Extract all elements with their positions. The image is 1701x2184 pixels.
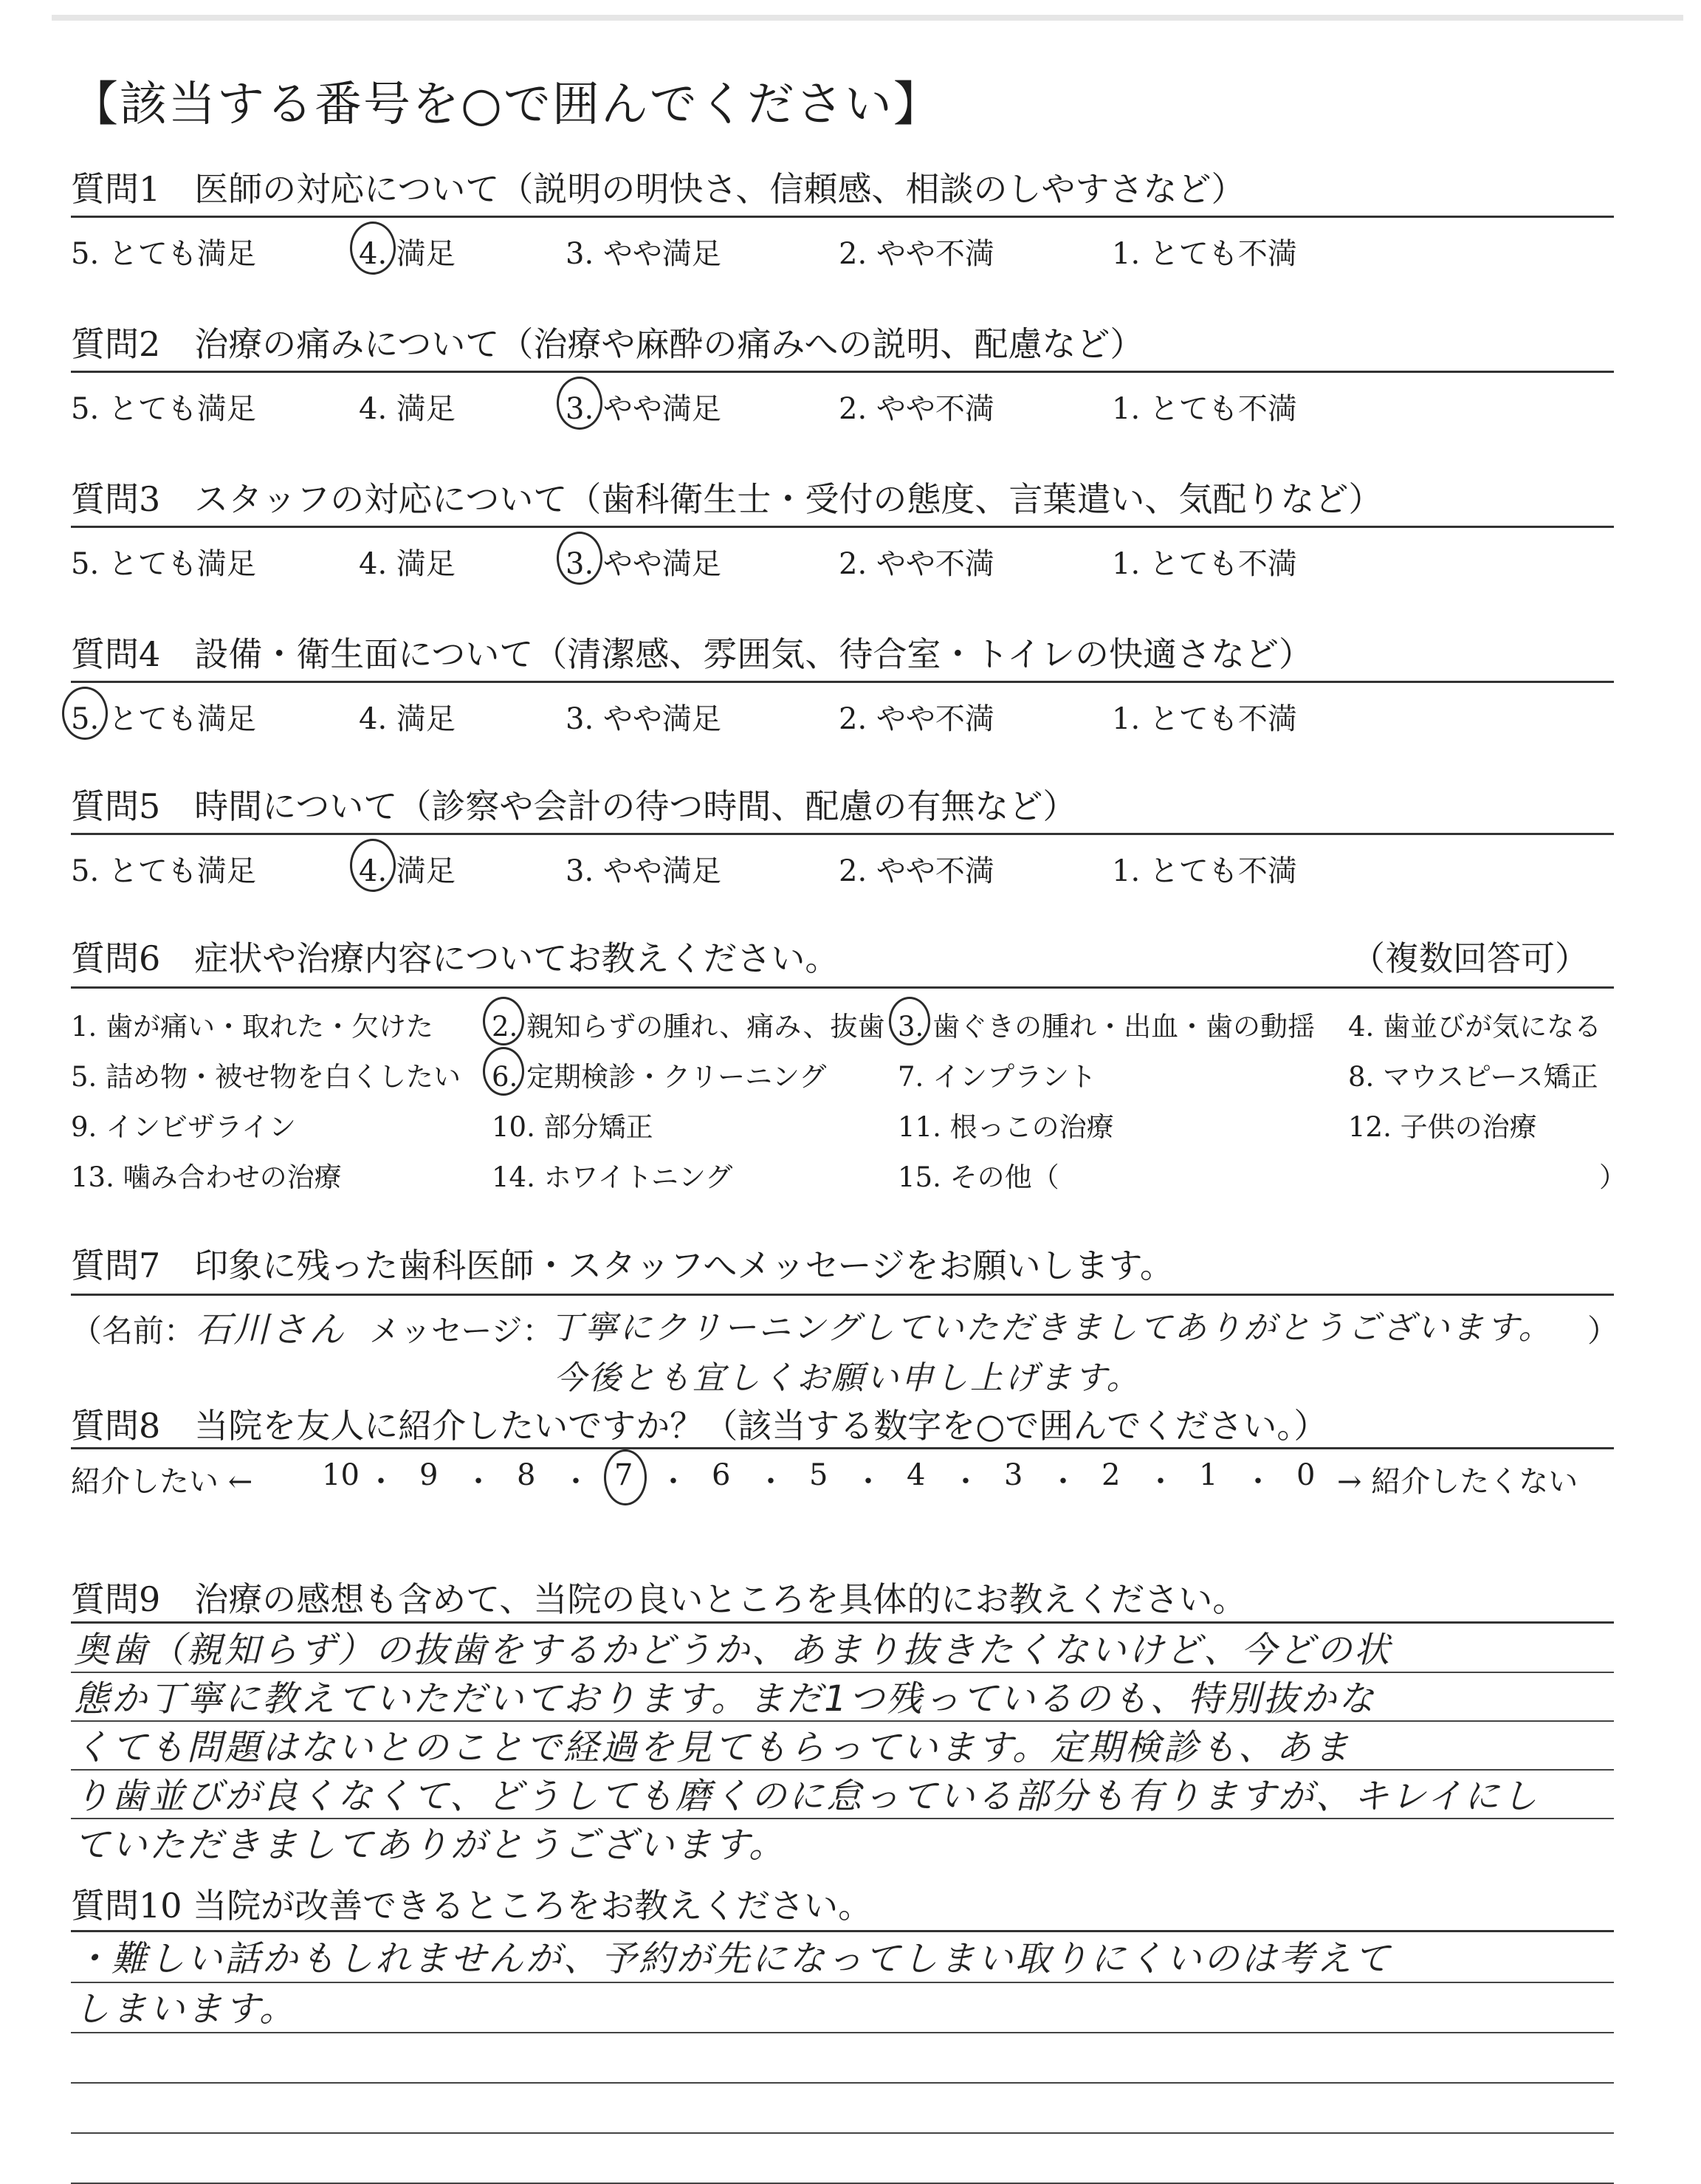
q1-title: 質問1 医師の対応について（説明の明快さ、信頼感、相談のしやすさなど） <box>71 169 1245 209</box>
q9-handwritten-line-3: くても問題はないとのことで経過を見てもらっています。定期検診も、あま <box>74 1727 1352 1768</box>
q8-rule <box>71 1447 1614 1449</box>
q9-handwritten-line-2: 態か丁寧に教えていただいております。まだ1つ残っているのも、特別抜かな <box>74 1678 1376 1720</box>
q2-option-5[interactable] <box>71 385 256 427</box>
q2-option-4[interactable] <box>359 385 456 427</box>
q6-option-3[interactable] <box>898 1004 1315 1044</box>
ruled-line <box>71 2032 1614 2033</box>
q4-rule <box>71 681 1614 683</box>
q8-separator: ・ <box>1146 1465 1175 1499</box>
option-label: 3. やや満足 <box>566 854 721 888</box>
option-label: 2. 親知らずの腫れ、痛み、抜歯 <box>492 1011 885 1043</box>
option-label: 10. 部分矯正 <box>492 1111 653 1143</box>
option-label: 4. 歯並びが気になる <box>1348 1011 1602 1043</box>
q5-title: 質問5 時間について（診察や会計の待つ時間、配慮の有無など） <box>71 786 1077 826</box>
q8-title: 質問8 当院を友人に紹介したいですか？（該当する数字を○で囲んでください。） <box>71 1406 1328 1446</box>
q7-close-paren: ） <box>1587 1313 1619 1349</box>
q9-rule <box>71 1621 1614 1624</box>
q6-option-13[interactable] <box>71 1155 342 1195</box>
q8-number-2[interactable]: 2 <box>1102 1458 1121 1492</box>
q3-options <box>71 540 1614 585</box>
q8-separator: ・ <box>853 1465 883 1499</box>
q5-rule <box>71 833 1614 835</box>
option-label: 5. とても満足 <box>71 547 256 581</box>
q3-option-3[interactable] <box>566 540 721 583</box>
q7-name-label: （名前： <box>71 1313 196 1349</box>
q3-option-1[interactable] <box>1112 540 1297 583</box>
option-label: 2. やや不満 <box>839 702 994 736</box>
q5-option-2[interactable] <box>839 848 994 890</box>
option-label: 5. 詰め物・被せ物を白くしたい <box>71 1061 461 1093</box>
ruled-line <box>71 2082 1614 2084</box>
option-label: 1. とても不満 <box>1112 547 1297 581</box>
q8-number-0[interactable]: 0 <box>1296 1458 1316 1492</box>
q4-title: 質問4 設備・衛生面について（清潔感、雰囲気、待合室・トイレの快適さなど） <box>71 634 1313 674</box>
q2-option-2[interactable] <box>839 385 994 427</box>
q6-option-6[interactable] <box>492 1054 826 1094</box>
option-label: 3. 歯ぐきの腫れ・出血・歯の動揺 <box>898 1011 1316 1043</box>
q1-rule <box>71 216 1614 218</box>
option-label: 13. 噛み合わせの治療 <box>71 1161 342 1193</box>
option-label: 15. その他（ <box>898 1161 1059 1193</box>
option-label: 1. とても不満 <box>1112 392 1297 426</box>
q6-option-9[interactable] <box>71 1105 296 1144</box>
option-label: 11. 根っこの治療 <box>898 1111 1114 1143</box>
q1-option-1[interactable] <box>1112 230 1297 272</box>
q8-separator: ・ <box>561 1465 591 1499</box>
option-label: 5. とても満足 <box>71 237 256 271</box>
q8-separator: ・ <box>951 1465 980 1499</box>
q8-number-7[interactable]: 7 <box>614 1458 633 1492</box>
q10-title: 質問10 当院が改善できるところをお教えください。 <box>71 1886 873 1926</box>
option-label: 4. 満足 <box>359 392 456 426</box>
q7-title: 質問7 印象に残った歯科医師・スタッフへメッセージをお願いします。 <box>71 1246 1174 1285</box>
option-label: 5. とても満足 <box>71 702 256 736</box>
q7-message-handwritten-1: 丁寧にクリーニングしていただきましてありがとうございます。 <box>550 1309 1553 1347</box>
q2-rule <box>71 371 1614 373</box>
option-label: 3. やや満足 <box>566 237 721 271</box>
q8-number-8[interactable]: 8 <box>517 1458 536 1492</box>
q6-option-7[interactable] <box>898 1054 1096 1094</box>
q4-option-1[interactable] <box>1112 696 1297 738</box>
ruled-line <box>71 2132 1614 2134</box>
q7-name-handwritten: 石川さん <box>196 1309 347 1350</box>
q1-option-5[interactable] <box>71 230 256 272</box>
q7-message-handwritten-2: 今後とも宜しくお願い申し上げます。 <box>554 1359 1141 1397</box>
q8-number-6[interactable]: 6 <box>712 1458 731 1492</box>
q6-option-8[interactable] <box>1348 1054 1598 1094</box>
option-label: 3. やや満足 <box>566 392 721 426</box>
q6-title: 質問6 症状や治療内容についてお教えください。 <box>71 938 839 978</box>
q10-handwritten-line-1: ・難しい話かもしれませんが、予約が先になってしまい取りにくいのは考えて <box>74 1938 1392 1979</box>
q8-number-4[interactable]: 4 <box>907 1458 926 1492</box>
q1-option-3[interactable] <box>566 230 721 272</box>
q8-separator: ・ <box>659 1465 688 1499</box>
q5-option-3[interactable] <box>566 848 721 890</box>
option-label: 1. とても不満 <box>1112 702 1297 736</box>
option-label: 2. やや不満 <box>839 237 994 271</box>
q6-option-12[interactable] <box>1348 1105 1537 1144</box>
option-label: 4. 満足 <box>359 854 456 888</box>
q6-rule <box>71 986 1614 989</box>
option-label: 2. やや不満 <box>839 854 994 888</box>
q2-option-1[interactable] <box>1112 385 1297 427</box>
option-label: 9. インビザライン <box>71 1111 296 1143</box>
q6-option-14[interactable] <box>492 1155 732 1195</box>
q4-option-3[interactable] <box>566 696 721 738</box>
q3-rule <box>71 526 1614 528</box>
q8-number-10[interactable]: 10 <box>322 1458 360 1492</box>
q9-handwritten-line-5: ていただきましてありがとうございます。 <box>74 1824 787 1866</box>
q5-option-5[interactable] <box>71 848 256 890</box>
option-label: 6. 定期検診・クリーニング <box>492 1061 827 1093</box>
option-label: ） <box>1599 1161 1626 1193</box>
q3-option-5[interactable] <box>71 540 256 583</box>
q8-left-label: 紹介したい ← <box>71 1465 253 1499</box>
q6-option-2[interactable] <box>492 1004 885 1044</box>
q8-number-1[interactable]: 1 <box>1199 1458 1218 1492</box>
q8-separator: ・ <box>1048 1465 1078 1499</box>
q8-numbers <box>322 1458 1400 1503</box>
q6-note: （複数回答可） <box>1351 938 1589 978</box>
q5-options <box>71 848 1614 892</box>
scan-top-edge <box>52 15 1683 21</box>
page-title: 【該当する番号を○で囲んでください】 <box>71 78 942 132</box>
q9-handwritten-line-1: 奥歯（親知らず）の抜歯をするかどうか、あまり抜きたくないけど、今どの状 <box>74 1630 1392 1671</box>
option-label: 4. 満足 <box>359 702 456 736</box>
option-label: 4. 満足 <box>359 237 456 271</box>
option-label: 3. やや満足 <box>566 702 721 736</box>
q8-number-5[interactable]: 5 <box>809 1458 828 1492</box>
option-label: 3. やや満足 <box>566 547 721 581</box>
q4-options <box>71 696 1614 740</box>
option-label: 2. やや不満 <box>839 547 994 581</box>
q4-option-2[interactable] <box>839 696 994 738</box>
q1-option-2[interactable] <box>839 230 994 272</box>
q4-option-5[interactable] <box>71 696 256 738</box>
q8-separator: ・ <box>756 1465 786 1499</box>
q6-option-5[interactable] <box>71 1054 461 1094</box>
option-label: 5. とても満足 <box>71 392 256 426</box>
q4-option-4[interactable] <box>359 696 456 738</box>
option-label: 7. インプラント <box>898 1061 1097 1093</box>
q2-options <box>71 385 1614 430</box>
option-label: 1. とても不満 <box>1112 237 1297 271</box>
option-label: 1. 歯が痛い・取れた・欠けた <box>71 1011 434 1043</box>
option-label: 8. マウスピース矯正 <box>1348 1061 1598 1093</box>
q1-options <box>71 230 1614 275</box>
q6-option-15[interactable] <box>898 1155 1059 1195</box>
q1-option-4[interactable] <box>359 230 456 272</box>
q6-options <box>71 1004 1626 1218</box>
q8-separator: ・ <box>366 1465 396 1499</box>
option-label: 2. やや不満 <box>839 392 994 426</box>
q8-separator: ・ <box>1243 1465 1273 1499</box>
q8-number-3[interactable]: 3 <box>1004 1458 1023 1492</box>
q7-message-label: メッセージ： <box>369 1313 554 1349</box>
q3-option-4[interactable] <box>359 540 456 583</box>
q8-number-9[interactable]: 9 <box>419 1458 439 1492</box>
q5-option-1[interactable] <box>1112 848 1297 890</box>
q7-rule <box>71 1294 1614 1296</box>
q8-separator: ・ <box>464 1465 493 1499</box>
q3-option-2[interactable] <box>839 540 994 583</box>
q5-option-4[interactable] <box>359 848 456 890</box>
q8-right-label: → 紹介したくない <box>1337 1465 1578 1499</box>
q6-option-4[interactable] <box>1348 1004 1601 1044</box>
option-label: 1. とても不満 <box>1112 854 1297 888</box>
option-label: 14. ホワイトニング <box>492 1161 733 1193</box>
q6-option-1[interactable] <box>71 1004 433 1044</box>
q9-handwritten-line-4: り歯並びが良くなくて、どうしても磨くのに怠っている部分も有りますが、キレイにし <box>74 1776 1540 1817</box>
q10-handwritten-line-2: しまいます。 <box>74 1988 298 2030</box>
q6-other-close-paren <box>1599 1155 1626 1195</box>
option-label: 12. 子供の治療 <box>1348 1111 1537 1143</box>
q6-option-11[interactable] <box>898 1105 1114 1144</box>
q6-option-10[interactable] <box>492 1105 653 1144</box>
q3-title: 質問3 スタッフの対応について（歯科衛生士・受付の態度、言葉遣い、気配りなど） <box>71 479 1383 519</box>
q2-option-3[interactable] <box>566 385 721 427</box>
q2-title: 質問2 治療の痛みについて（治療や麻酔の痛みへの説明、配慮など） <box>71 324 1144 364</box>
option-label: 4. 満足 <box>359 547 456 581</box>
q10-rule <box>71 1930 1614 1932</box>
option-label: 5. とても満足 <box>71 854 256 888</box>
q9-title: 質問9 治療の感想も含めて、当院の良いところを具体的にお教えください。 <box>71 1579 1247 1619</box>
